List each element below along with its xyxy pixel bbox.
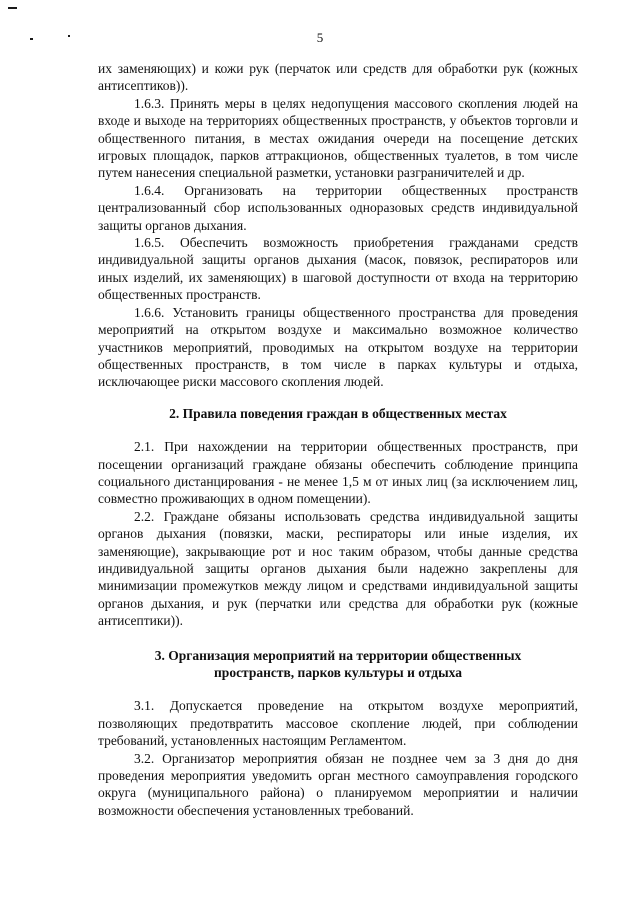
- paragraph-1-6-4: 1.6.4. Организовать на территории общественных пространств централизованный сбор использованных одноразовых средств индивидуальной защиты органов дыхания.: [98, 182, 578, 233]
- page-number: 5: [316, 30, 324, 45]
- document-body: [98, 60, 578, 819]
- paragraph-3-2: 3.2. Организатор мероприятия обязан не позднее чем за 3 дня до дня проведения мероприятия уведомить орган местного самоуправления городского округа (муниципального района) о планируемом мероприятии и наличии возможности обеспечения установленных требований.: [98, 750, 578, 818]
- section-2-heading: 2. Правила поведения граждан в общественных местах: [169, 405, 507, 421]
- paragraph-1-6-6: 1.6.6. Установить границы общественного пространства для проведения мероприятий на открытом воздухе и максимально возможное количество участников мероприятий, проводимых на открытом воздухе на территории общественных пространств, в том числе в парках культуры и отдыха, исключающее риски массового скопления людей.: [98, 304, 578, 390]
- paragraph-2-2: 2.2. Граждане обязаны использовать средства индивидуальной защиты органов дыхания (повязки, маски, респираторы или иные изделия, их заменяющие), закрывающие рот и нос таким образом, чтобы данные средства индивидуальной защиты органов дыхания были надежно закреплены для минимизации промежутков между лицом и средствами индивидуальной защиты органов дыхания, и рук (перчатки или средства для обработки рук (кожные антисептики)).: [98, 508, 578, 629]
- paragraph-continuation: их заменяющих) и кожи рук (перчаток или средств для обработки рук (кожных антисептиков)).: [98, 61, 578, 94]
- section-3-heading: 3. Организация мероприятий на территории общественных пространств, парков культуры и отдыха: [154, 647, 522, 680]
- scan-artifact: [8, 7, 17, 9]
- paragraph-1-6-5: 1.6.5. Обеспечить возможность приобретения гражданами средств индивидуальной защиты органов дыхания (масок, повязок, респираторов или иных изделий, их заменяющих) в шаговой доступности от входа на территорию общественных пространств.: [98, 235, 578, 303]
- paragraph-3-1: 3.1. Допускается проведение на открытом воздухе мероприятий, позволяющих предотвратить массовое скопление людей, при соблюдении требований, установленных настоящим Регламентом.: [98, 698, 578, 749]
- paragraph-2-1: 2.1. При нахождении на территории общественных пространств, при посещении организаций граждане обязаны обеспечить соблюдение принципа социального дистанцирования - не менее 1,5 м от иных лиц (за исключением лиц, совместно проживающих в одном помещении).: [98, 439, 578, 507]
- paragraph-1-6-3: 1.6.3. Принять меры в целях недопущения массового скопления людей на входе и выходе на территориях общественных пространств, у объектов торговли и общественного питания, в местах ожидания очереди на посещение детских игровых площадок, парков аттракционов, общественных туалетов, в том числе путем нанесения специальной разметки, установки разграничителей и др.: [98, 95, 578, 181]
